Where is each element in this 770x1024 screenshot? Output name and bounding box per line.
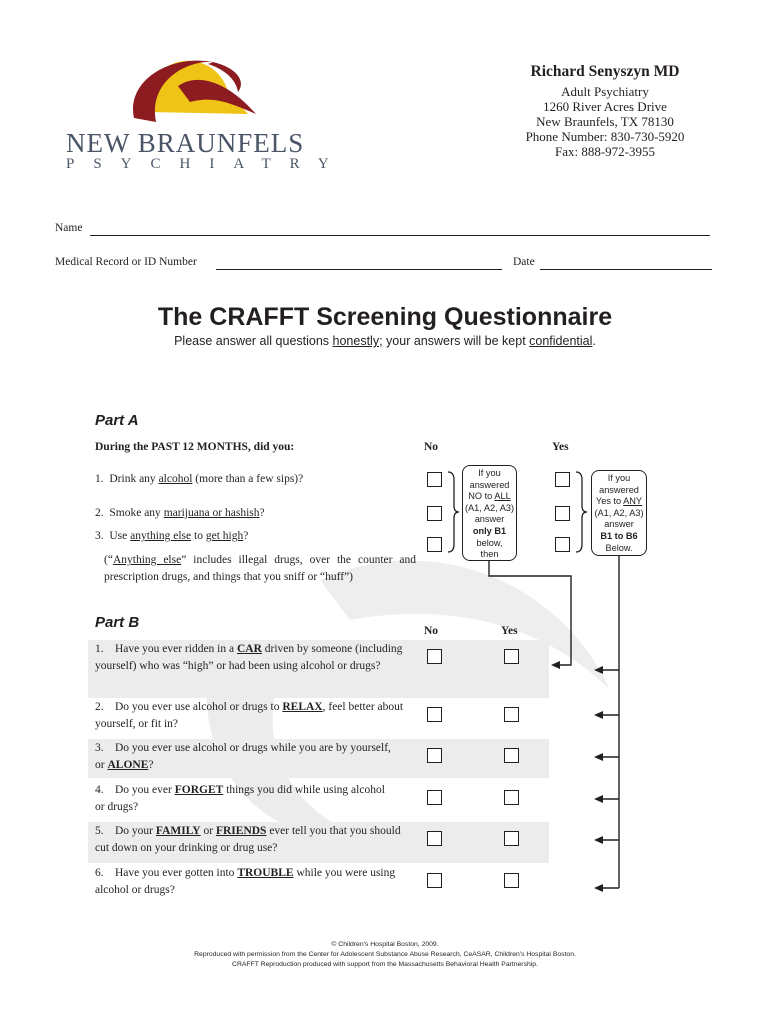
b2-yes-checkbox[interactable] [504, 707, 519, 722]
part-b-q1 [95, 641, 405, 675]
q-number: 3. [95, 530, 104, 542]
no-note-line: then [480, 549, 499, 560]
q-keyword: alcohol [158, 473, 193, 485]
part-b-q3 [95, 740, 395, 774]
part-a-col-yes: Yes [552, 441, 569, 453]
part-b-q2 [95, 699, 405, 733]
subtitle-text-2: ; your answers will be kept [379, 334, 530, 348]
b1-no-checkbox[interactable] [427, 649, 442, 664]
b4-yes-checkbox[interactable] [504, 790, 519, 805]
no-note-text: NO to [468, 491, 495, 502]
b6-yes-checkbox[interactable] [504, 873, 519, 888]
q-keyword: anything else [130, 530, 192, 542]
q-keyword: marijuana or hashish [163, 507, 260, 519]
subtitle-text: Please answer all questions [174, 334, 333, 348]
q-keyword: TROUBLE [237, 867, 294, 879]
note-keyword: Anything else [112, 554, 182, 566]
q-text: Use [109, 530, 131, 542]
q-number: 1. [95, 643, 104, 655]
b5-yes-checkbox[interactable] [504, 831, 519, 846]
q-text: Do you ever use alcohol or drugs to [115, 701, 283, 713]
q-number: 2. [95, 507, 104, 519]
q-text-end: ? [259, 507, 265, 519]
no-note-line: (A1, A2, A3) [464, 502, 515, 513]
no-note-line: answered [469, 479, 510, 490]
support-note: CRAFFT Reproduction produced with support from the Massachusetts Behavioral Health Partnership. [232, 961, 538, 968]
phone-number: Phone Number: 830-730-5920 [525, 129, 685, 144]
q-keyword-2: get high [205, 530, 244, 542]
b2-no-checkbox[interactable] [427, 707, 442, 722]
q-text-end: while you were using alcohol or drugs? [95, 867, 396, 896]
q-number: 5. [95, 825, 104, 837]
q-text-end: , feel better about yourself, or fit in? [95, 701, 404, 730]
q-number: 2. [95, 701, 104, 713]
subtitle-confidential: confidential [529, 334, 593, 348]
doctor-name: Richard Senyszyn MD [530, 63, 680, 80]
q-number: 1. [95, 473, 104, 485]
q-text: Do you ever use alcohol or drugs while you are by yourself, or [95, 742, 391, 771]
part-b-col-no: No [424, 625, 439, 637]
q-number: 6. [95, 867, 104, 879]
yes-note-text: Yes to [595, 496, 624, 507]
part-a-heading: Part A [95, 412, 139, 429]
part-b-q6 [95, 865, 405, 899]
part-b-q4 [95, 782, 395, 816]
q-text: Do your [115, 825, 156, 837]
q-text-end: (more than a few sips)? [192, 473, 304, 485]
q-text-end: things you did while using alcohol or drugs? [95, 784, 385, 813]
permission-note: Reproduced with permission from the Center for Adolescent Substance Abuse Research, CeASAR, Children's Hospital Boston. [194, 951, 576, 958]
subtitle-honestly: honestly [332, 334, 380, 348]
q-text: Have you ever gotten into [115, 867, 238, 879]
q-text: Have you ever ridden in a [115, 643, 237, 655]
q-keyword: FAMILY [155, 825, 201, 837]
b4-no-checkbox[interactable] [427, 790, 442, 805]
part-a-question-header: During the PAST 12 MONTHS, did you: [95, 441, 295, 453]
address-line1: 1260 River Acres Drive [543, 99, 667, 114]
yes-note-line: B1 to B6 [600, 530, 638, 541]
record-label: Medical Record or ID Number [55, 256, 197, 268]
q-number: 4. [95, 784, 104, 796]
name-label: Name [55, 222, 83, 234]
no-note-line: If you [478, 468, 501, 478]
b3-yes-checkbox[interactable] [504, 748, 519, 763]
logo-name: NEW BRAUNFELS [66, 128, 305, 158]
part-a-col-no: No [424, 441, 439, 453]
q-text: Drink any [109, 473, 159, 485]
b1-yes-checkbox[interactable] [504, 649, 519, 664]
part-b-col-yes: Yes [501, 625, 518, 637]
q-keyword: FORGET [174, 784, 224, 796]
yes-note-line: Below. [605, 542, 633, 553]
yes-note-keyword: ANY [623, 496, 643, 507]
q-text-end: driven by someone (including yourself) who was “high” or had been using alcohol or drugs? [95, 643, 403, 672]
specialty: Adult Psychiatry [561, 84, 649, 99]
no-note-line: answer [474, 514, 505, 525]
b3-no-checkbox[interactable] [427, 748, 442, 763]
no-note-line: below, [476, 537, 503, 548]
q-text-end: ? [148, 759, 154, 771]
q-keyword: ALONE [107, 759, 149, 771]
yes-note-line: answered [599, 484, 639, 495]
q-keyword: CAR [236, 643, 262, 655]
yes-note-line: (A1, A2, A3) [594, 507, 644, 518]
b6-no-checkbox[interactable] [427, 873, 442, 888]
q-number: 3. [95, 742, 104, 754]
address-line2: New Braunfels, TX 78130 [536, 114, 674, 129]
note-text: (“ [104, 554, 113, 566]
q-text-mid: to [191, 530, 206, 542]
b5-no-checkbox[interactable] [427, 831, 442, 846]
q-text: Smoke any [109, 507, 164, 519]
q-text-end: ? [243, 530, 249, 542]
note-text-end: ” includes illegal drugs, over the counter and prescription drugs, and things that you sniff or “huff”) [104, 554, 417, 583]
yes-note-line: answer [604, 519, 634, 530]
q-keyword-2: FRIENDS [215, 825, 267, 837]
no-note-keyword: ALL [494, 491, 511, 502]
q-text-end: ever tell you that you should cut down on your drinking or drug use? [95, 825, 401, 854]
no-note-line: only B1 [472, 525, 507, 536]
page-title: The CRAFFT Screening Questionnaire [157, 303, 613, 331]
part-b-q5 [95, 823, 405, 857]
copyright: © Children's Hospital Boston, 2009. [331, 941, 439, 948]
subtitle-text-3: . [592, 334, 596, 348]
part-b-heading: Part B [95, 614, 140, 631]
footer [0, 940, 770, 970]
q-keyword: RELAX [282, 701, 323, 713]
q-text: Do you ever [115, 784, 175, 796]
fax-number: Fax: 888-972-3955 [554, 144, 656, 159]
q-text-mid: or [200, 825, 216, 837]
date-label: Date [513, 256, 535, 268]
logo-subname: PSYCHIATRY [66, 156, 348, 172]
yes-note-line: If you [607, 473, 631, 483]
